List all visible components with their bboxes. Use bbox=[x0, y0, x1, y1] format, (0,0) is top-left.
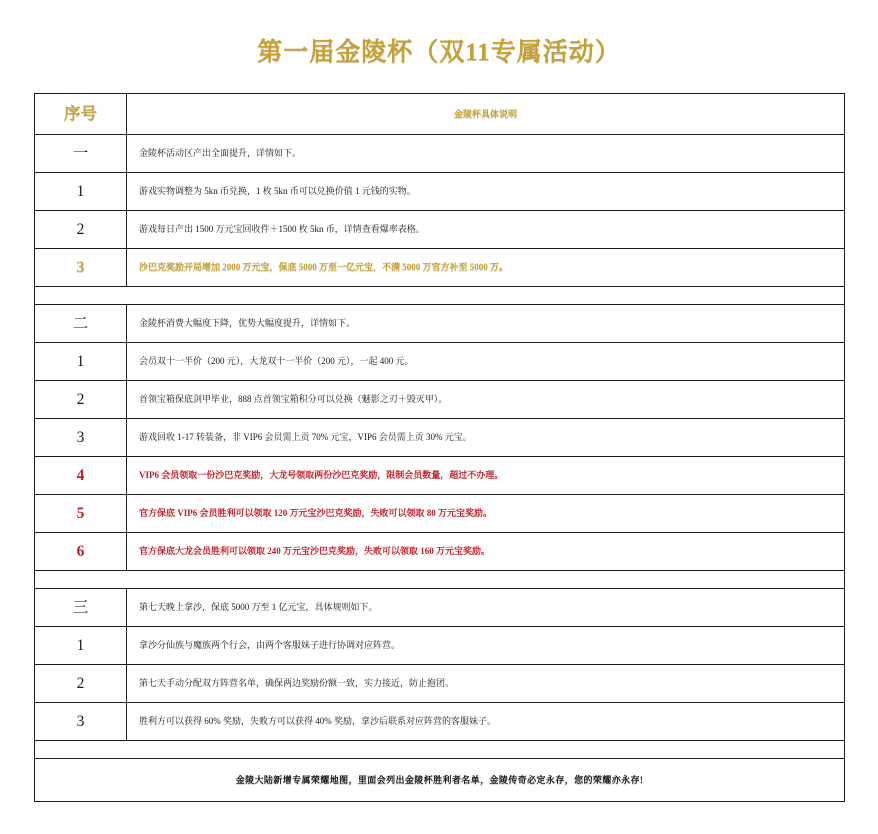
header-cell-desc: 金陵杯具体说明 bbox=[127, 94, 845, 135]
row-number-cell: 2 bbox=[35, 211, 127, 249]
row-description-cell: 金陵杯活动区产出全面提升，详情如下。 bbox=[127, 135, 845, 173]
table-row bbox=[35, 343, 845, 381]
table-spacer-row bbox=[35, 571, 845, 589]
spacer-cell bbox=[35, 741, 845, 759]
spacer-cell bbox=[35, 287, 845, 305]
table-row bbox=[35, 627, 845, 665]
table-spacer-row bbox=[35, 287, 845, 305]
page-title: 第一届金陵杯（双11专属活动） bbox=[257, 39, 621, 66]
row-description-cell: 官方保底大龙会员胜利可以领取 240 万元宝沙巴克奖励，失败可以领取 160 万元宝奖励。 bbox=[127, 533, 845, 571]
row-description-cell: 拿沙分仙族与魔族两个行会，由两个客服妹子进行协调对应阵营。 bbox=[127, 627, 845, 665]
table-spacer-row bbox=[35, 741, 845, 759]
row-number-cell: 3 bbox=[35, 703, 127, 741]
row-number-cell: 4 bbox=[35, 457, 127, 495]
rules-table bbox=[34, 93, 845, 802]
row-description-cell: 第七天晚上拿沙，保底 5000 万至 1 亿元宝，具体规则如下。 bbox=[127, 589, 845, 627]
row-number-cell: 6 bbox=[35, 533, 127, 571]
table-row bbox=[35, 211, 845, 249]
table-row bbox=[35, 305, 845, 343]
footer-message: 金陵大陆新增专属荣耀地图，里面会列出金陵杯胜利者名单，金陵传奇必定永存，您的荣耀亦永存! bbox=[35, 759, 845, 802]
row-number-cell: 3 bbox=[35, 249, 127, 287]
row-number-cell: 一 bbox=[35, 135, 127, 173]
table-row bbox=[35, 135, 845, 173]
table-row bbox=[35, 419, 845, 457]
row-description-cell: 第七天手动分配双方阵营名单，确保两边奖励份额一致，实力接近，防止抱团。 bbox=[127, 665, 845, 703]
table-row bbox=[35, 381, 845, 419]
table-row bbox=[35, 703, 845, 741]
table-row bbox=[35, 665, 845, 703]
table-footer-row bbox=[35, 759, 845, 802]
table-row bbox=[35, 173, 845, 211]
row-number-cell: 1 bbox=[35, 173, 127, 211]
row-description-cell: 官方保底 VIP6 会员胜利可以领取 120 万元宝沙巴克奖励，失败可以领取 80 万元宝奖励。 bbox=[127, 495, 845, 533]
rules-table-container bbox=[34, 93, 844, 802]
row-description-cell: 游戏实物调整为 5kn 币兑换，1 枚 5kn 币可以兑换价值 1 元钱的实物。 bbox=[127, 173, 845, 211]
row-description-cell: 沙巴克奖励开局增加 2000 万元宝，保底 5000 万至一亿元宝，不满 5000 万官方补至 5000 万。 bbox=[127, 249, 845, 287]
table-row bbox=[35, 249, 845, 287]
row-number-cell: 5 bbox=[35, 495, 127, 533]
rules-table-body bbox=[35, 94, 845, 802]
row-description-cell: 金陵杯消费大幅度下降，优势大幅度提升，详情如下。 bbox=[127, 305, 845, 343]
row-number-cell: 2 bbox=[35, 381, 127, 419]
row-number-cell: 2 bbox=[35, 665, 127, 703]
table-row bbox=[35, 589, 845, 627]
header-cell-no: 序号 bbox=[35, 94, 127, 135]
row-number-cell: 1 bbox=[35, 627, 127, 665]
row-number-cell: 三 bbox=[35, 589, 127, 627]
row-number-cell: 1 bbox=[35, 343, 127, 381]
row-description-cell: 游戏回收 1-17 转装备，非 VIP6 会员需上贡 70% 元宝，VIP6 会员需上贡 30% 元宝。 bbox=[127, 419, 845, 457]
row-number-cell: 二 bbox=[35, 305, 127, 343]
table-header-row bbox=[35, 94, 845, 135]
row-description-cell: 首领宝箱保底剑甲毕业，888 点首领宝箱积分可以兑换（魅影之刃＋毁灭甲）。 bbox=[127, 381, 845, 419]
row-description-cell: VIP6 会员领取一份沙巴克奖励，大龙号领取两份沙巴克奖励，限制会员数量，超过不办理。 bbox=[127, 457, 845, 495]
row-number-cell: 3 bbox=[35, 419, 127, 457]
table-row bbox=[35, 457, 845, 495]
table-row bbox=[35, 495, 845, 533]
spacer-cell bbox=[35, 571, 845, 589]
row-description-cell: 胜利方可以获得 60% 奖励，失败方可以获得 40% 奖励，拿沙后联系对应阵营的客服妹子。 bbox=[127, 703, 845, 741]
table-row bbox=[35, 533, 845, 571]
row-description-cell: 会员双十一半价（200 元），大龙双十一半价（200 元），一起 400 元。 bbox=[127, 343, 845, 381]
row-description-cell: 游戏每日产出 1500 万元宝回收件＋1500 枚 5kn 币，详情查看爆率表格。 bbox=[127, 211, 845, 249]
